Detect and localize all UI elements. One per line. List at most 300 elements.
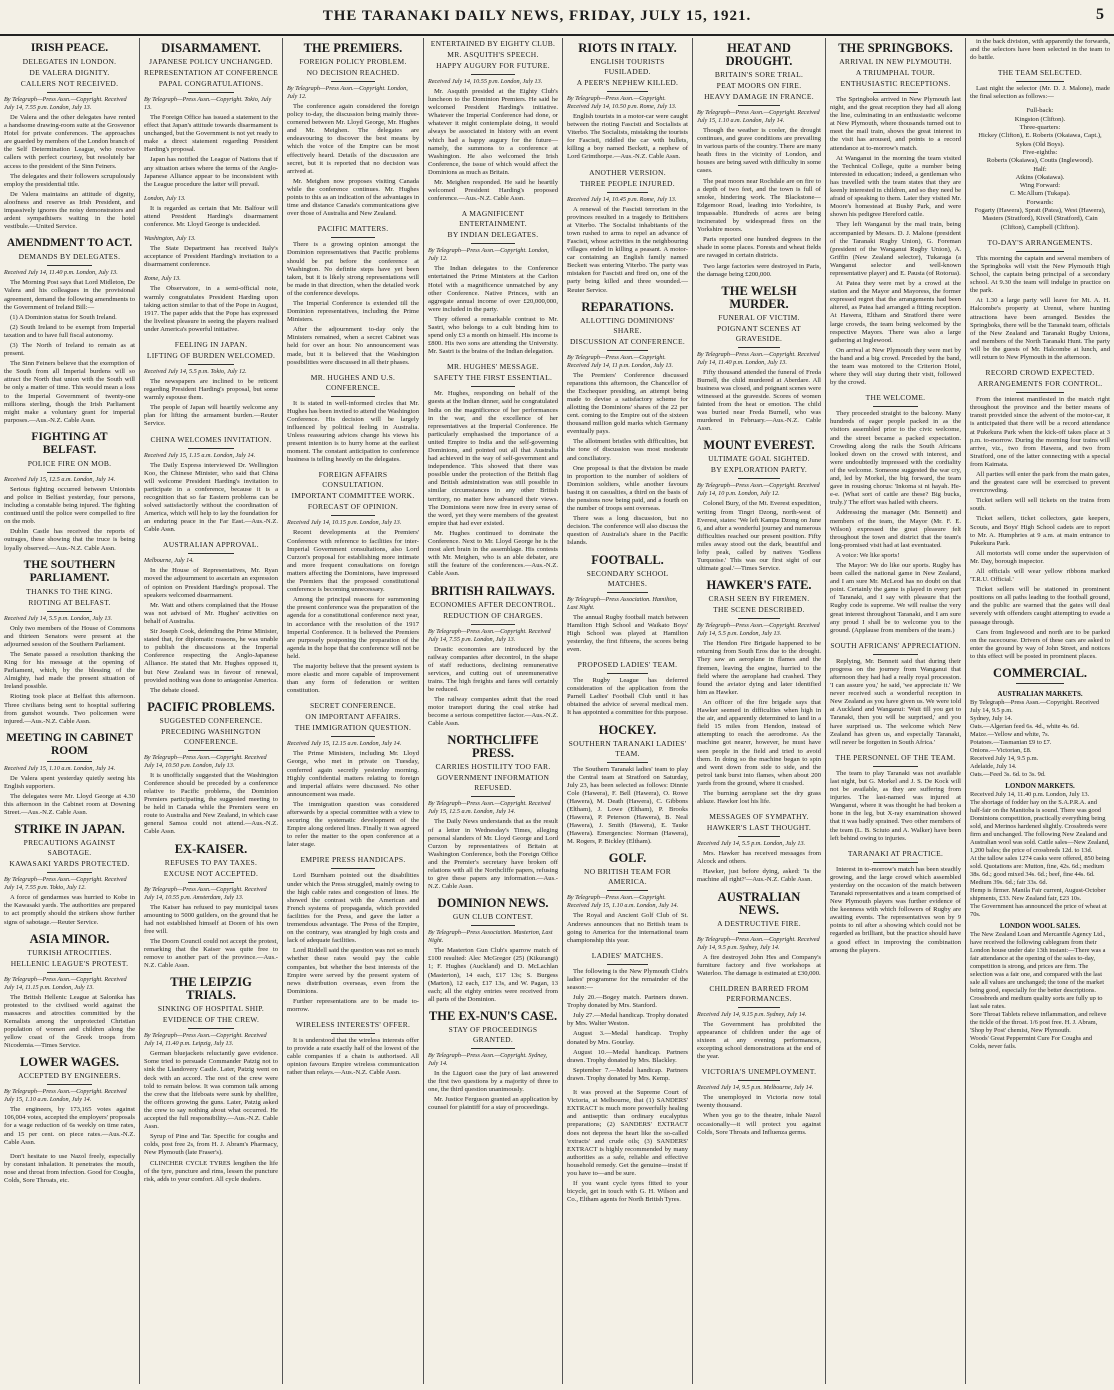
article-body (287, 750, 419, 849)
article-headline: DISARMAMENT. (161, 41, 261, 55)
article-body (144, 462, 278, 535)
market-line: Potatoes.—Tasmanian £9 to £7. (970, 739, 1052, 747)
article-subheading: CARRIES HOSTILITY TOO FAR. (435, 762, 551, 772)
article-subheading: CALLERS NOT RECEIVED. (20, 79, 119, 88)
article (567, 42, 688, 162)
paragraph: The Indian delegates to the Conference entertained the Prime Ministers at the Carlton Hotel with a magnificence unmatched by any other Conference. Native Princes, with an aggregate annual income of over £20,000,000, were included in the party. (428, 265, 558, 313)
article-dateline: By Telegraph—Press Assn.—Copyright. Received July 14, 5.5 p.m. London, July 13. (697, 622, 820, 638)
divider (738, 932, 780, 933)
article-subheading: CRASH SEEN BY FIREMEN. (708, 594, 810, 604)
article-body (830, 410, 961, 635)
paragraph: The Southern Taranaki ladies' team to play the Central team at Stratford on Saturday, July 23, has been selected as follows: Dinnie Cole (Hawera), F. Bell (Hawera), O. Rowe (Hawera), M. Death (Hawera), C. Gibbons (Eltham), J. Lowe (Eltham), P. Brooks (Hawera), P. Peterson (Hawera), B. Neal (Hawera), J. Smith (Hawera), E. Tauke (Hawera). Emergencies: Norman (Hawera), M. Rogers, P. Bickley (Eltham). (567, 765, 688, 846)
article-body (567, 614, 688, 654)
article-dateline: By Telegraph—Press Association. Hamilton, Last Night. (567, 595, 678, 611)
article (428, 362, 558, 578)
article-body (697, 1094, 821, 1136)
article (567, 951, 688, 1083)
article-subheading: RECORD CROWD EXPECTED. (985, 368, 1095, 378)
article-dateline: By Telegraph—Press Assn.—Copyright. Received July 14, 9.5 p.m. Sydney, July 14. (697, 935, 820, 951)
article-headline: THE WELSH MURDER. (721, 283, 797, 311)
paragraph: The majority believe that the present system is more elastic and more capable of improvement than any form of federation or written constitution. (287, 662, 419, 695)
article-subheading: SECONDARY SCHOOL MATCHES. (586, 568, 669, 588)
column-4 (424, 38, 563, 1384)
article (4, 933, 135, 1051)
article-subheading: VICTORIA'S UNEMPLOYMENT. (701, 1067, 817, 1077)
article (567, 168, 688, 295)
article (287, 470, 419, 695)
team-line: Fogarty (Hawera), Spratt (Patea), West (Hawera), Masters (Stratford), Kivell (Stratford), Cain (Clifton), Campbell (Clifton). (974, 207, 1106, 231)
divider (1016, 392, 1064, 393)
article-body (428, 88, 558, 203)
divider (738, 1080, 780, 1081)
divider (873, 862, 918, 863)
article-dateline: Washington, July 13. (144, 235, 196, 243)
article-subheading: MR. HUGHES AND U.S. CONFERENCE. (310, 372, 396, 392)
masthead (0, 0, 1114, 36)
market-line: The New Zealand Loan and Mercantile Agency Ltd., have received the following cablegram from their London house under date 13th instant:—There was a fair attendance at the opening of the sales to-day, competition is strong, and prices are firm. The selection was a fair one, and compared with the last sale all values are unchanged; the tone of the market being good, especially for the better descriptions. Crossbreds and medium quality sorts are fully up to last sale rates. (970, 931, 1106, 1011)
divider (331, 81, 376, 82)
article-headline: AMENDMENT TO ACT. (6, 237, 133, 250)
divider (873, 406, 918, 407)
article-body (4, 1153, 135, 1185)
article (287, 224, 419, 366)
article-headline: DOMINION NEWS. (437, 896, 549, 911)
divider (331, 1033, 376, 1034)
article-headline: THE PREMIERS. (303, 41, 403, 55)
article-dateline: By Telegraph—Press Assn.—Copyright. London, July 12. (428, 247, 549, 263)
divider (607, 890, 648, 891)
paragraph: CLINCHER CYCLE TYRES lengthen the life of the tyre, puncture and rims, lessen the puncture risk, adds to your comfort. All cycle dealers. (144, 1159, 278, 1183)
divider (873, 654, 918, 655)
article-body (970, 85, 1110, 101)
paragraph: It is regarded as certain that Mr. Balfour will attend President Harding's disarmament conference. Mr. Lloyd George is undecided. (144, 204, 278, 229)
article-subheading: TO-DAY'S ARRANGEMENTS. (987, 237, 1093, 247)
article (4, 1153, 135, 1185)
article-subheading: FOREIGN AFFAIRS CONSULTATION. (318, 470, 388, 490)
article-headline: GOLF. (608, 851, 647, 866)
paragraph: The Observatore, in a semi-official note, warmly congratulates President Harding upon taking action similar to that of the Pope in August, 1917. The paper adds that the Pope has expressed the liveliest pleasure in seeing the players realised under America's powerful initiative. (144, 285, 278, 333)
team-line: Atkins (Okaiawa). (1015, 173, 1065, 181)
article (970, 368, 1110, 661)
article (4, 823, 135, 926)
article-subheading: LIFTING OF BURDEN WELCOMED. (146, 350, 276, 360)
article (697, 579, 821, 806)
article-subheading: SOUTH AFRICANS' APPRECIATION. (830, 640, 961, 650)
article-body (4, 279, 135, 425)
divider (738, 1007, 780, 1008)
article-dateline: Received July 14, 10.15 p.m. London, July 13. (287, 519, 402, 527)
article-subheading: STAY OF PROCEEDINGS GRANTED. (448, 1024, 538, 1044)
market-heading: LONDON MARKETS. (1005, 782, 1075, 791)
paragraph: The railway companies admit that the road motor transport during the coal strike had become a serious competitive factor.—Aus.-N.Z. Cable Assn. (428, 696, 558, 728)
team-line: Three-quarters: (1019, 124, 1061, 132)
paragraph: A renewal of the Fascisti terrorism in the provinces resulted in a tragedy to Britishers at Viterbo. The Socialist inhabitants of the town rushed to arms to repel an advance of Fascisti, whose activities in the neighbouring villages ended in killing a peasant. A motor-car containing an English family named Beckett was entering Viterbo. The party was mistaken for Fascisti and fired on, one of the party being killed and three wounded.—Reuter Service. (567, 205, 688, 294)
paragraph: Two large factories were destroyed in Paris, the damage being £200,000. (697, 262, 821, 278)
article-subheading: THE SCENE DESCRIBED. (713, 605, 805, 615)
article-subheading: REPRESENTATION AT CONFERENCE (144, 68, 278, 77)
paragraph: From the interest manifested in the match right throughout the province and the better means of transit provided since the advent of the motor-car, it is anticipated that there will be a record attendance at Pukekura Park when the kick-off takes place at 3 p.m. to-morrow. During the morning four trains will arrive, viz., two from Hawera, and two from Stratford, one of the latter connecting with a special from Kaimata. (970, 396, 1110, 468)
divider (47, 972, 92, 973)
article-subheading: MR. HUGHES' MESSAGE. (447, 362, 539, 372)
paragraph: July 27.—Medal handicap. Trophy donated by Mrs. Walter Weston. (567, 1012, 688, 1028)
article-subheading: SAFETY THE FIRST ESSENTIAL. (433, 373, 553, 383)
article (144, 275, 278, 334)
article-body (830, 770, 961, 843)
article (428, 209, 558, 356)
article-subheading: ALLOTTING DOMINIONS' SHARE. (580, 315, 675, 335)
article (4, 431, 135, 553)
article (287, 855, 419, 1014)
article (567, 554, 688, 654)
paragraph: Further representations are to be made to-morrow. (287, 997, 419, 1013)
team-line: Roberts (Okaiawa), Coutts (Inglewood). (986, 157, 1094, 165)
article-subheading: EMPIRE PRESS HANDICAPS. (300, 855, 406, 865)
article-subheading: PAPAL CONGRATULATIONS. (158, 79, 264, 88)
article-subheading: DE VALERA DIGNITY. (29, 68, 110, 77)
paragraph: The State Department has received Italy's acceptance of President Harding's invitation to a disarmament conference. (144, 245, 278, 269)
article-body (287, 241, 419, 366)
article-headline: HEAT AND DROUGHT. (725, 41, 793, 68)
article (830, 753, 961, 843)
article-headline: EX-KAISER. (174, 841, 248, 856)
article-body (970, 38, 1110, 62)
paragraph: The Masterton Gun Club's sparrow match of £100 resulted: Alec McGregor (25) (Kikurangi) 1; F. Hughes (Auckland) and D. McLachlan (Masterton), 14 each, £17 13s; S. Burgess (Marton), 12 each, £17 13s, and W. Pagan, 13 each; all the eighty entries were received from all parts of the Dominion. (428, 947, 558, 1003)
article (697, 285, 821, 434)
paragraph: Mr. Hughes, responding on behalf of the guests at the Indian dinner, said he congratulated India on the magnificence of her performances in the war, and the excellence of her representatives at the Imperial Conference. He particularly emphasised the importance of a united Empire to India and the self-governing Dominions, and pointed out all that Australia had achieved in the way of self-government and independence. This showed that there was possible under the protection of the British flag and British administration was still possible in similar circumstances in any other British territory, no matter how advanced their views. The Dominions were now free in every sense of the word, yet they were members of the greatest empire that had ever existed. (428, 390, 558, 527)
article-dateline: By Telegraph—Press Assn.—Copyright. Received July 14, 7.55 p.m. Tokio, July 12. (4, 876, 127, 892)
article-body (697, 850, 821, 884)
divider (471, 386, 515, 387)
paragraph: They offered a remarkable contrast to Mr. Sastri, who belongs to a cult binding him to spend only £3 a month on himself. His income is £800. His two sons are attending the University. Mr. Sastri is the brains of the Indian delegation. (428, 315, 558, 356)
article (428, 734, 558, 891)
article-body (697, 500, 821, 573)
market-line: Oats.—Algerian feed 6s. 4d., white 4s. 6d. (970, 723, 1079, 731)
article (970, 107, 1110, 231)
article-subheading: SOUTHERN TARANAKI LADIES' TEAM. (568, 738, 687, 758)
paragraph: Mr. Meighen responded. He said he heartily welcomed President Harding's proposed conference.—Aus.-N.Z. Cable Assn. (428, 179, 558, 203)
divider (47, 92, 92, 93)
article-subheading: POIGNANT SCENES AT GRAVESIDE. (716, 323, 802, 343)
paragraph: The peat moors near Rochdale are on fire to a depth of two feet, and the town is full of smoke, hindering work. The Blackstone—Edgemoor Road, leading into Yorkshire, is impassable. Hundreds of acres are being incinerated by widespread fires on the Yorkshire moors. (697, 177, 821, 234)
article-body (970, 396, 1110, 661)
article-subheading: A MAGNIFICENT ENTERTAINMENT. (459, 209, 527, 229)
team-line: Wing Forward: (1019, 182, 1061, 190)
column-5 (563, 38, 693, 1384)
paragraph: All parties will enter the park from the main gates, and the greatest care will be exercised to prevent overcrowding. (970, 470, 1110, 495)
article-subheading: GUN CLUB CONTEST. (452, 912, 534, 922)
paragraph: (1) A Dominion status for South Ireland. (10, 313, 117, 321)
article-headline: COMMERCIAL. (992, 666, 1088, 681)
paragraph: September 7.—Medal handicap. Partners drawn. Trophy donated by Mrs. Kemp. (567, 1066, 688, 1082)
divider (188, 882, 234, 883)
article-headline: THE LEIPZIG TRIALS. (170, 975, 252, 1003)
article-body (567, 372, 688, 548)
article-body (428, 390, 558, 578)
article (428, 585, 558, 729)
divider (607, 350, 648, 351)
paragraph: The Foreign Office has issued a statement to the effect that Japan's attitude towards disarmament is unchanged, but the Government is not yet ready to make a direct statement regarding President Harding's proposal. (144, 114, 278, 154)
article-body (697, 954, 821, 978)
article-body (4, 486, 135, 553)
newspaper-title: THE TARANAKI DAILY NEWS, FRIDAY, JULY 15, 1921. (322, 8, 752, 24)
divider (188, 92, 234, 93)
article-subheading: NO BRITISH TEAM FOR AMERICA. (583, 867, 672, 887)
paragraph: The Hendon Fire Brigade happened to be returning from South Eros due to the drought. They saw an aeroplane in flames and the firemen, leaving the engine, hurried to the field where the aeroplane had crashed. They found the aviator dying and later identified him as Hawker. (697, 640, 821, 696)
paragraph: Paris reported one hundred degrees in the shade in some places. Forests and wheat fields are ravaged in certain districts. (697, 236, 821, 260)
article-body (4, 114, 135, 231)
article-subheading: A TRIUMPHAL TOUR. (855, 68, 936, 77)
article-headline: LOWER WAGES. (19, 1055, 120, 1070)
article-subheading: THREE PEOPLE INJURED. (580, 178, 675, 188)
article-dateline: By Telegraph—Press Assn.—Copyright. Received July 14, 7.55 p.m. London, July 13. (428, 627, 551, 643)
paragraph: Recent developments at the Premiers' Conference with reference to facilities for inter-Imperial Government consultations, also Lord Curzon's proposal for establishing more intimate and more frequent consultations on foreign matters affecting the Dominions, have impressed the Premiers that the proposed constitutional conference is becoming unnecessary. (287, 529, 419, 594)
article-dateline: Received July 14, 10.55 p.m. London, July 13. (428, 78, 543, 85)
article (970, 38, 1110, 62)
paragraph: Serious fighting occurred between Unionists and police in Belfast yesterday, four persons, including a constable being injured. The fighting continued until the police were compelled to fire on the mob. (4, 485, 135, 526)
paragraph: Mr. Watt and others complained that the House was not advised of Mr. Hughes' activities on behalf of Australia. (144, 601, 278, 625)
paragraph: The debate closed. (150, 686, 200, 694)
article-subheading: PRECAUTIONS AGAINST SABOTAGE. (23, 838, 116, 858)
article (428, 897, 558, 1004)
article-subheading: FORECAST OF OPINION. (307, 502, 399, 512)
market-line: Adelaide, July 14. (970, 763, 1017, 771)
article-subheading: REDUCTION OF CHARGES. (443, 610, 543, 620)
article-dateline: By Telegraph—Press Assn.—Copyright. Received July 14, 11.40 p.m. London, July 13. (697, 350, 820, 366)
paragraph: It is understood that the wireless interests offer to provide a rate exactly half of the lowest of the cable companies if a chain is authorised. All opinion favours Empire wireless communication rather than relays.—Aus.-N.Z. Cable Assn. (287, 1037, 419, 1077)
article-subheading: TARANAKI AT PRACTICE. (847, 848, 944, 858)
article-subheading: GOVERNMENT INFORMATION REFUSED. (436, 773, 550, 793)
paragraph: Mr. Hughes continued to dominate the Conference. Next to Mr. Lloyd George he is the most alert brain in the assemblage. His contests with Mr. Meighen, who is an able debater, are still the feature of the conferences.—Aus.-N.Z. Cable Assn. (428, 529, 558, 578)
article-subheading: CHILDREN BARRED FROM PERFORMANCES. (709, 983, 809, 1003)
article-body (428, 1070, 558, 1112)
article (144, 340, 278, 429)
paragraph: The unemployed in Victoria now total twenty thousand. (697, 1094, 821, 1110)
paragraph: Only two members of the House of Commons and thirteen Senators were present at the adjourned session of the Southern Parliament. (4, 624, 135, 648)
article-subheading: THE PERSONNEL OF THE TEAM. (835, 752, 956, 762)
article (287, 1020, 419, 1077)
paragraph: Cars from Inglewood and north are to be parked on the racecourse. Drivers of these cars are asked to enter the ground by way of John Street, and notices to this effect will be posted in prominent places. (970, 628, 1110, 660)
article-body (287, 872, 419, 1014)
paragraph: At Wanganui in the morning the team visited the Technical College, quite a number being interested in education; indeed, a gentleman who has travelled with the team states that they are keenly interested in children, and so they need be afraid of speaking to them. Later they visited Mr. Moore's homestead at Bushy Park, and were shown his pedigree Hereford cattle. (830, 154, 961, 219)
divider (188, 448, 234, 449)
article (830, 42, 961, 387)
divider (47, 611, 92, 612)
paragraph: The Morning Post says that Lord Midleton, De Valera and his colleagues in the provisional agreement, demand the following amendments to the Government of Ireland Bill:— (4, 279, 135, 311)
article-body (4, 775, 135, 817)
column-8 (966, 38, 1114, 1384)
market-line: By Telegraph—Press Assn.—Copyright. Received July 14, 9.5 p.m. (970, 699, 1100, 715)
market-heading: AUSTRALIAN MARKETS. (997, 690, 1083, 699)
article-subheading: PACIFIC MATTERS. (317, 224, 389, 234)
article-subheading: THANKS TO THE KING. (26, 586, 113, 596)
article-dateline: By Telegraph—Press Assn.—Copyright. Received July 14, 7.55 p.m. London, July 13. (4, 96, 127, 111)
article-subheading: CHINA WELCOMES INVITATION. (150, 434, 272, 444)
article-subheading: HAWKER'S LAST THOUGHT. (706, 823, 812, 833)
article-body (428, 265, 558, 356)
divider (471, 1048, 515, 1049)
article-subheading: FEELING IN JAPAN. (174, 339, 248, 349)
paragraph: Drastic economies are introduced by the railway companies after decontrol, in the shape of staff reductions, declining remunerative services, and cutting out of unremunerative trains. The high freights and fares will certainly be reduced. (428, 645, 558, 693)
paragraph: The conference again considered the foreign policy to-day, the discussion being mainly three-cornered between Mr. Lloyd George, Mr. Hughes and Mr. Meighen. The delegates are endeavouring to discover the best means by which the voice of the Empire can be most effectively heard. Details of the discussion are secret, but it is reported that no decision was arrived at. (287, 103, 419, 175)
article-dateline: By Telegraph—Press Assn.—Copyright. Received July 15, 1.10 a.m. London, July 14. (697, 109, 820, 124)
article-subheading: THE IMMIGRATION QUESTION. (294, 723, 412, 733)
article-body (4, 994, 135, 1051)
paragraph: (2) South Ireland to be exempt from Imperial taxation and to have full fiscal autonomy. (4, 323, 135, 339)
divider (1016, 683, 1064, 684)
paragraph: It is stated in well-informed circles that Mr. Hughes has been invited to attend the Washington Conference. His decision will be largely influenced by political feeling in Australia. Unless reassuring advices change his views his present intention is to hurry home at the earliest moment. The constant anticipation to conference business is telling heavily on the delegates. (287, 399, 419, 464)
paragraph: The newspapers are inclined to be reticent regarding President Harding's proposal, but some warmly espouse them. (144, 377, 278, 402)
paragraph: There was a long discussion, but no decision. The conference will also discuss the question of Australia's share in the Pacific Islands. (567, 515, 688, 547)
paragraph: The Springboks arrived in New Plymouth last night, and the great reception they had all along the line, culminating in an enthusiastic welcome at New Plymouth, where thousands turned out to meet the mail train, shows the great interest in the visit has aroused, and points to a record attendance at to-morrow's match. (830, 96, 961, 152)
paragraph: After the adjournment to-day only the Ministers remained, when a secret Cabinet was held for over an hour. No announcement was made, but it is believed that the Washington possibilities were discussed in all their phases. (287, 326, 419, 366)
paragraph: Mr. Meighen now proposes visiting Canada while the conference continues. Mr. Hughes points to this as an indication of the advantages in time and distance Canada's communications give over those of Australia and New Zealand. (287, 177, 419, 218)
article-body (428, 646, 558, 729)
article-body (144, 378, 278, 429)
paragraph: Lord Burnham pointed out the disabilities under which the Press struggled, mainly owing to the high cable rates and congestion of lines. He showed the contrast with the American and French systems of propaganda, which provided facilities for the Press, and gave the latter a tremendous advantage. The Press of the Empire, on the contrary, was strangled by high costs and lack of adequate facilities. (287, 872, 419, 945)
paragraph: The Kaiser has refused to pay municipal taxes amounting to 5000 guilders, on the ground that he had not established himself at Doorn of his own free will. (144, 903, 278, 935)
market-line: Oats.—Feed 3s. 6d. to 3s. 9d. (970, 771, 1046, 779)
paragraph: The allotment bristles with difficulties, but the tone of discussion was most moderate and conciliatory. (567, 438, 688, 462)
paragraph: The Senate passed a resolution thanking the King for his message at the opening of Parliament, which, by the blessing of the Almighty, had made the present situation of Ireland possible. (4, 650, 135, 691)
paragraph: Addressing the manager (Mr. Bennett) and members of the team, the Mayor (Mr. F. E. Wilson) expressed the great pleasure felt throughout the town and district that the team's long-promised visit had at last eventuated. (830, 509, 961, 549)
market-line: Sore Throat Tablets relieve inflammation, and relieve the tickle of the throat. 1/6 post free. H. J. Abram, 'Shop by Post' chemist, New Plymouth. (970, 1011, 1107, 1035)
paragraph: German bluejackets reluctantly gave evidence. Some tried to persuade Commander Patzig not to sink the Llandovery Castle. Later, Patzig went on deck with an accord. The rest of the crew were told to remain below. It was common talk among the crew that the lifeboats were sunk by shellfire, the officers growing the guns. Later, Patzig asked the crew to say nothing about what occurred. He accepted the full responsibility.—Aus.-N.Z. Cable Assn. (144, 1050, 278, 1131)
paragraph: The delegates and their followers scrupulously employ the presidential title. (4, 172, 135, 188)
article (144, 235, 278, 269)
divider (471, 796, 515, 797)
article-subheading: SECRET CONFERENCE. (309, 701, 397, 711)
divider (471, 624, 515, 625)
article-body (830, 866, 961, 955)
article-subheading: BY EXPLORATION PARTY. (710, 465, 808, 475)
article-headline: ASIA MINOR. (29, 931, 110, 946)
article-dateline: Received July 15, 1.10 a.m. London, July 14. (4, 764, 116, 772)
market-line: Woods' Great Peppermint Cure For Coughs and Colds, never fails. (970, 1035, 1093, 1051)
paragraph: Last night the selector (Mr. D. J. Malone), made the final selection as follows:— (970, 85, 1110, 101)
market-line: Onions.—Victorian, £8. (970, 747, 1032, 755)
divider (47, 1084, 92, 1085)
divider (1016, 81, 1064, 82)
article-body (144, 904, 278, 971)
article-body (144, 772, 278, 837)
column-3 (283, 38, 424, 1384)
article-headline: PACIFIC PROBLEMS. (147, 699, 275, 714)
paragraph: Don't hesitate to use Nazol freely, especially by constant inhalation. It penetrates the mouth, nose and throat from infection. Good for Coughs, Colds, Sore Throats, etc. (4, 1152, 135, 1185)
article-dateline: By Telegraph—Press Assn.—Copyright. Received July 14, 11.40 p.m. Leipzig, July 13. (144, 1032, 267, 1048)
paragraph: The Sinn Feiners believe that the exemption of the South from all Imperial burdens will so attract the North that union with the South will be only a matter of time. This would mean a loss to the Imperial Government of twenty-one millions sterling, though the Irish Parliament might make a voluntary grant for imperial purposes.—Aus.-N.Z. Cable Assn. (4, 360, 135, 424)
article-body (4, 625, 135, 726)
article (144, 435, 278, 535)
divider (188, 553, 234, 554)
divider (607, 192, 648, 193)
article-subheading: WIRELESS INTERESTS' OFFER. (295, 1020, 411, 1030)
article-body (567, 766, 688, 847)
article-subheading: EVIDENCE OF THE CREW. (162, 1015, 260, 1025)
article (287, 373, 419, 465)
paragraph: Japan has notified the League of Nations that if any situation arises where the terms of the Anglo-Japanese Alliance appear to be inconsistent with the League procedure the latter will prevail. (144, 156, 278, 188)
divider (873, 92, 918, 93)
paragraph: All motorists will come under the supervision of Mr. Day, borough inspector. (970, 549, 1110, 565)
article-subheading: ARRIVAL IN NEW PLYMOUTH. (839, 57, 952, 66)
team-line: Five-eighths: (1022, 148, 1058, 156)
paragraph: The people of Japan will heartily welcome any plan for lifting the armament burden.—Reuter Service. (144, 404, 278, 428)
paragraph: All officials will wear yellow ribbons marked 'T.R.U. Official.' (970, 568, 1110, 584)
article-dateline: Received July 14, 11.40 p.m. London, July 13. (4, 269, 118, 277)
divider (607, 762, 648, 763)
article (567, 852, 688, 944)
article-headline: STRIKE IN JAPAN. (14, 822, 125, 837)
article-dateline: Received July 14, 5.5 p.m. London, July 13. (4, 614, 113, 622)
article (697, 812, 821, 884)
article-dateline: By Telegraph—Press Assn.—Copyright. Received July 15, 12.5 a.m. London, July 14. (428, 800, 551, 816)
article (567, 724, 688, 847)
paragraph: (3) The North of Ireland to remain as at present. (4, 341, 135, 358)
article-body (144, 114, 278, 189)
divider (331, 736, 376, 737)
article-headline: MEETING IN CABINET ROOM (6, 731, 133, 757)
divider (738, 836, 780, 837)
article (144, 195, 278, 229)
paragraph: De Valera maintains an attitude of dignity, aloofness and reserve as Irish President, and impassively ignores the noisy demonstrators and ardent sympathisers waiting in the hotel vestibule.—United Service. (4, 190, 135, 231)
article (287, 42, 419, 218)
article (144, 701, 278, 837)
article-subheading: PROPOSED LADIES' TEAM. (577, 660, 678, 670)
article-dateline: Melbourne, July 14. (144, 557, 194, 565)
article-subheading: ULTIMATE GOAL SIGHTED. (708, 454, 810, 464)
article-body (697, 369, 821, 434)
article-headline: FOOTBALL. (591, 552, 664, 567)
article-subheading: FOREIGN POLICY PROBLEM. (299, 57, 407, 66)
paragraph: The Rugby League has deferred consideration of the application from the Parnell Ladies' Football Club until it has obtained the advice of several medical men. It has appointed a committee for this purpose. (567, 677, 688, 717)
paragraph: Syrup of Pine and Tar. Specific for coughs and colds, post free 2s, from H. J. Abram's Pharmacy, New Plymouth (late Fraser's). (144, 1133, 278, 1157)
article-body (144, 245, 278, 269)
article-body (144, 205, 278, 229)
paragraph: The Daily News understands that as the result of a letter in Wednesday's Times, alleging personal slanders of Mr. Lloyd George and Lord Curzon by representatives of Britain at Washington Conference, both the Foreign Office and the Premier's secretary have broken off relations with all the Northcliffe papers, refusing to give these papers any information.—Aus.-N.Z. Cable Assn. (428, 818, 558, 891)
paragraph: At 1.30 a large party will leave for Mt. A. H. Halcombe's property at Urenui, where hunting attractions have been arranged. Besides the Springboks, there will be the Taranaki team, officials of the New Zealand and Taranaki Rugby Unions, and members of the North Taranaki Hunt. The party will be the guests of Mr. Halcombe at lunch, and will return to New Plymouth in the afternoon. (970, 297, 1110, 362)
article (970, 238, 1110, 362)
team-line: Kingston (Clifton). (1014, 115, 1066, 123)
article-dateline: By Telegraph—Press Assn.—Copyright. Received July 14, 10.55 p.m. Amsterdam, July 13. (144, 885, 267, 901)
paragraph: An officer of the fire brigade says that Hawker seemed in difficulties when high in the air, and apparently determined to land in a field 15 miles from Hendon, instead of attempting to reach the aerodrome. As the machine got nearer, however, he must have seen people in the field and tried to avoid them. In doing so the machine began to spin and went down from side to side, and the petrol tank burst into flames, when about 200 yards from the ground, where it crashed. (697, 698, 821, 787)
article (567, 660, 688, 717)
article-dateline: By Telegraph—Press Assn.—Copyright. Received July 14, 10.50 p.m. London, July 13. (144, 753, 267, 769)
article (4, 42, 135, 231)
paragraph: August 10.—Medal handicap. Partners drawn. Trophy donated by Mrs. Blackley. (567, 1048, 688, 1064)
article-subheading: ANOTHER VERSION. (589, 167, 666, 177)
article-subheading: A PEER'S NEPHEW KILLED. (576, 78, 679, 87)
article (970, 690, 1110, 1051)
article-subheading: DELEGATES IN LONDON. (22, 57, 117, 66)
divider (738, 618, 780, 619)
column-2 (140, 38, 283, 1384)
article-body (4, 1106, 135, 1146)
article-headline: THE EX-NUN'S CASE. (428, 1008, 558, 1023)
paragraph: The following is the New Plymouth Club's ladies' programme for the remainder of the season:— (567, 967, 688, 991)
article-subheading: NO DECISION REACHED. (306, 68, 400, 77)
divider (331, 396, 376, 397)
article-subheading: ACCEPTED BY ENGINEERS. (18, 1071, 121, 1081)
article-dateline: By Telegraph—Press Assn.—Copyright. Received July 14, 11 p.m. London, July 13. (567, 353, 674, 369)
paragraph: Among the principal reasons for summoning the present conference was the preparation of the agenda for a constitutional conference next year, in accordance with the resolution of the 1917 Imperial Conference. It is believed the Premiers are purposely postponing the preparation of the agenda in the hope that the conference will not be held. (287, 596, 419, 660)
article-dateline: Received July 15, 12.15 a.m. London, July 14. (287, 740, 402, 748)
paragraph: July 20.—Bogey match. Partners drawn. Trophy donated by Mrs. Stanford. (567, 994, 688, 1010)
paragraph: In the Liguori case the jury of last answered the first two questions by a majority of three to one, the third question unanimously. (428, 1069, 558, 1094)
divider (471, 74, 515, 75)
article-dateline: Received July 14, 9.15 p.m. Sydney, July 14. (697, 1010, 807, 1018)
article-headline: THE SPRINGBOKS. (838, 41, 953, 55)
article-headline: HAWKER'S FATE. (706, 578, 812, 593)
article-subheading: ENTERTAINED BY EIGHTY CLUB. (430, 39, 556, 48)
